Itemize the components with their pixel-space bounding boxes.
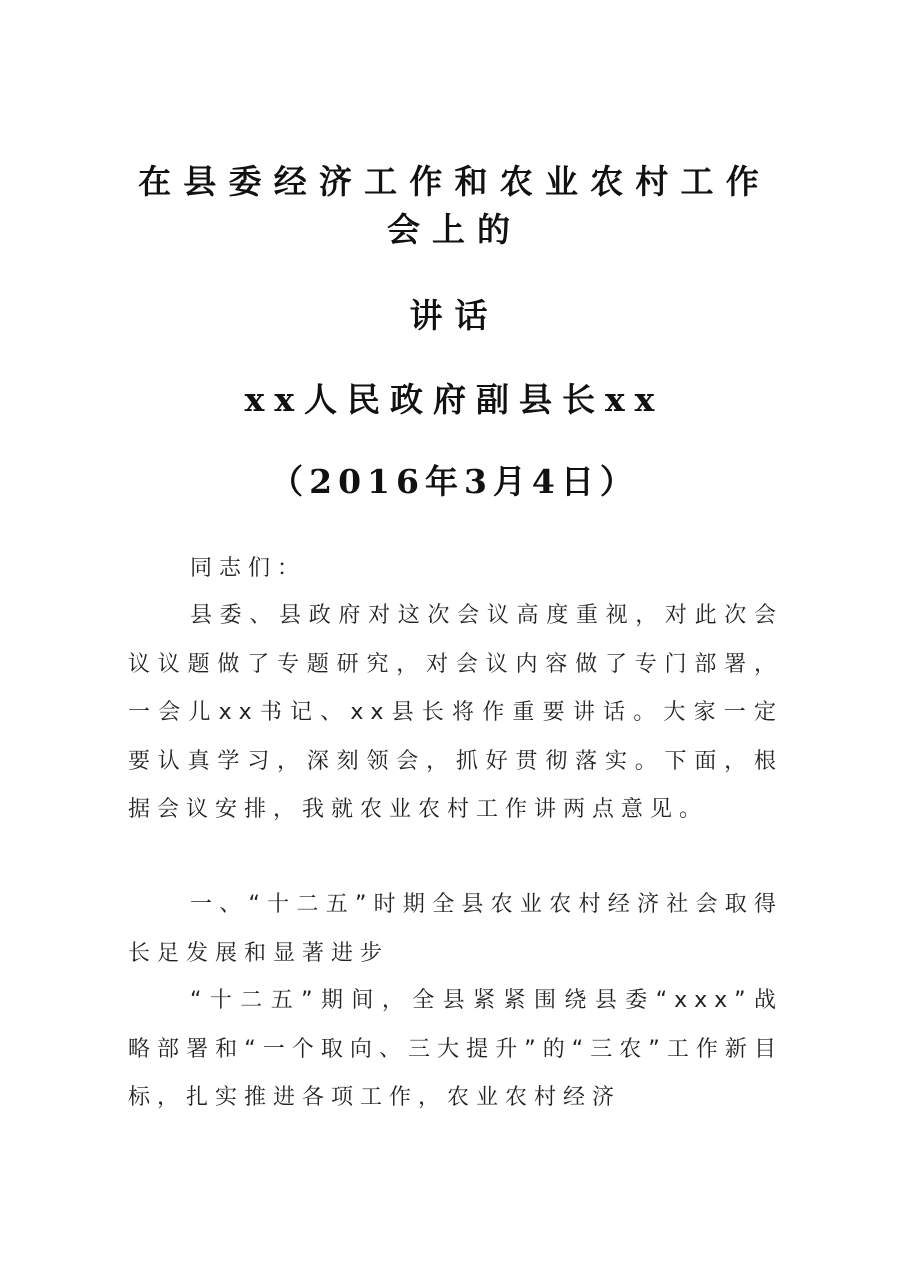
title-line-2: 会上的: [387, 210, 522, 249]
paragraph-intro: 县委、县政府对这次会议高度重视，对此次会议议题做了专题研究，对会议内容做了专门部署，一会儿xx书记、xx县长将作重要讲话。大家一定要认真学习，深刻领会，抓好贯彻落实。下面，根据会议安排，我就农业农村工作讲两点意见。: [128, 603, 783, 822]
paragraph-body: “十二五”期间，全县紧紧围绕县委“xxx”战略部署和“一个取向、三大提升”的“三农”工作新目标，扎实推进各项工作，农业农村经济: [128, 988, 783, 1110]
salutation: 同志们：: [190, 556, 307, 581]
title-line-1: 在县委经济工作和农业农村工作: [138, 162, 771, 201]
title-line-3: 讲话: [409, 296, 500, 335]
section-heading-1: 一、“十二五”时期全县农业农村经济社会取得长足发展和显著进步: [128, 892, 783, 966]
date-line: （2016年3月4日）: [270, 462, 639, 501]
speaker-line: xx人民政府副县长xx: [244, 380, 665, 419]
